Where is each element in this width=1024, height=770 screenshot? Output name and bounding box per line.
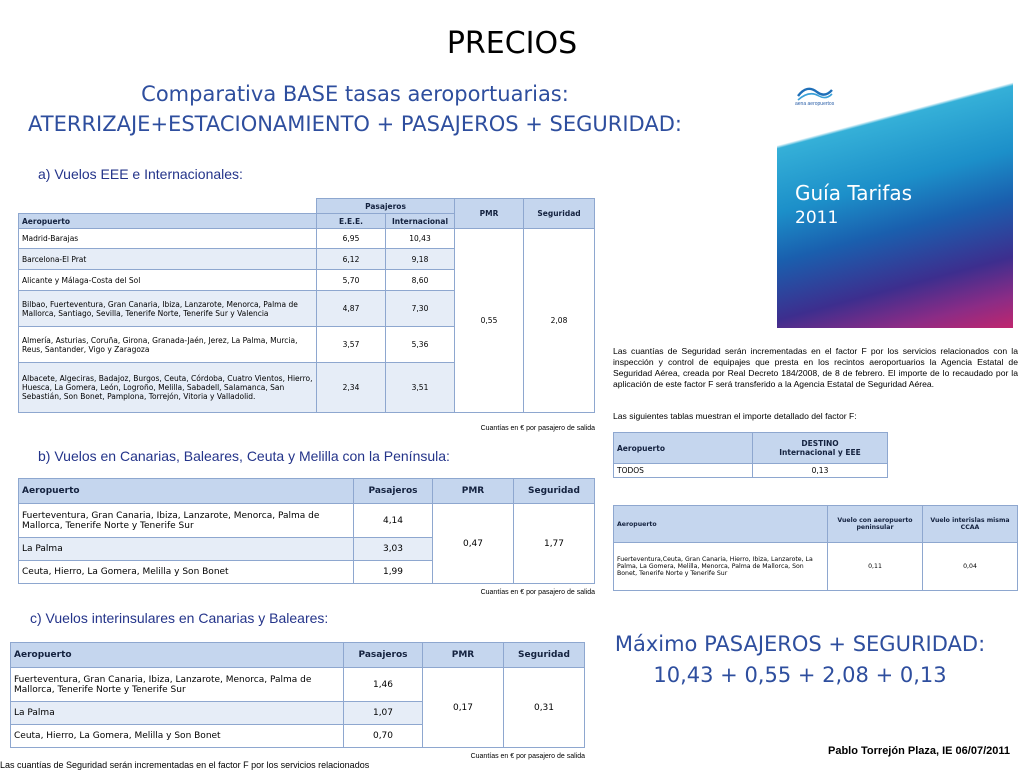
table-factor-f-canarias [613,505,1018,591]
airport-cell: La Palma [11,702,344,725]
header-eee: E.E.E. [317,214,386,229]
airport-cell: Albacete, Algeciras, Badajoz, Burgos, Ceuta, Córdoba, Cuatro Vientos, Hierro, Huesca, La Gomera, León, Logroño, Melilla, Sabadell, Salamanca, San Sebastián, Son Bonet, Pamplona, Torrejón, Vitoria y Valladolid. [19,363,317,413]
footer-author: Pablo Torrejón Plaza, IE 06/07/2011 [828,745,1010,757]
eee-cell: 6,95 [317,229,386,249]
int-cell: 5,36 [386,327,455,363]
airport-cell: TODOS [614,464,753,478]
table-interinsulares [10,642,585,748]
pasajeros-cell: 1,99 [354,561,433,584]
subtitle-line-1: Comparativa BASE tasas aeroportuarias: [141,82,569,106]
pasajeros-cell: 0,70 [344,725,423,748]
cover-title-line-2: 2011 [795,208,839,228]
int-cell: 8,60 [386,270,455,291]
empty-header-cell [19,199,317,214]
airport-cell: Almería, Asturias, Coruña, Girona, Granada-Jaén, Jerez, La Palma, Murcia, Reus, Santander, Vigo y Zaragoza [19,327,317,363]
table-row [614,543,1018,591]
eee-cell: 3,57 [317,327,386,363]
table-c-note: Cuantías en € por pasajero de salida [470,753,585,760]
eee-cell: 6,12 [317,249,386,270]
pmr-cell: 0,47 [433,504,514,584]
pmr-cell: 0,55 [455,229,524,413]
seguridad-cell: 0,31 [504,668,585,748]
header-pmr: PMR [455,199,524,229]
header-seguridad: Seguridad [514,479,595,504]
table-factor-f-destino [613,432,888,478]
header-internacional: Internacional [386,214,455,229]
max-line-1: Máximo PASAJEROS + SEGURIDAD: [614,632,986,656]
pasajeros-cell: 1,07 [344,702,423,725]
header-destino [753,433,888,464]
header-destino-line-1: DESTINO [801,439,839,448]
header-aeropuerto: Aeropuerto [19,479,354,504]
seguridad-cell: 1,77 [514,504,595,584]
pmr-cell: 0,17 [423,668,504,748]
airport-cell: Barcelona-El Prat [19,249,317,270]
airport-cell: La Palma [19,538,354,561]
int-cell: 9,18 [386,249,455,270]
eee-cell: 5,70 [317,270,386,291]
airport-cell: Ceuta, Hierro, La Gomera, Melilla y Son Bonet [11,725,344,748]
guia-tarifas-cover [777,68,1013,328]
table-a-note: Cuantías en € por pasajero de salida [480,425,595,432]
header-aeropuerto: Aeropuerto [614,506,828,543]
table-row [614,464,888,478]
header-aeropuerto: Aeropuerto [614,433,753,464]
seguridad-paragraph: Las cuantías de Seguridad serán incrementadas en el factor F por los servicios relacionados con la inspección y control de equipajes que presta en los recintos aeroportuarios la Agencia Estatal de Seguridad Aérea, creada por Real Decreto 184/2008, de 8 de febrero. El importe de lo recaudado por la aplicación de este factor F será transferido a la Agencia Estatal de Seguridad Aérea. [613,346,1018,389]
max-line-2: 10,43 + 0,55 + 2,08 + 0,13 [653,663,947,687]
int-cell: 10,43 [386,229,455,249]
table-b-note: Cuantías en € por pasajero de salida [480,589,595,596]
header-pasajeros: Pasajeros [317,199,455,214]
airport-cell: Madrid-Barajas [19,229,317,249]
airport-cell: Alicante y Málaga-Costa del Sol [19,270,317,291]
header-destino-line-2: Internacional y EEE [779,448,861,457]
subtitle-line-2: ATERRIZAJE+ESTACIONAMIENTO + PASAJEROS + SEGURIDAD: [28,112,682,136]
cover-brand: aena aeropuertos [795,101,835,107]
header-vuelo-interislas: Vuelo interislas misma CCAA [923,506,1018,543]
pasajeros-cell: 4,14 [354,504,433,538]
seguridad-cell: 2,08 [524,229,595,413]
header-aeropuerto: Aeropuerto [19,214,317,229]
header-pmr: PMR [433,479,514,504]
section-b-heading: b) Vuelos en Canarias, Baleares, Ceuta y Melilla con la Península: [38,448,450,464]
table-row [19,229,595,249]
pasajeros-cell: 3,03 [354,538,433,561]
cut-off-text: Las cuantías de Seguridad serán incrementadas en el factor F por los servicios relacionados [0,760,370,770]
table-eee-internacional [18,198,595,413]
section-c-heading: c) Vuelos interinsulares en Canarias y Baleares: [30,610,329,626]
header-pasajeros: Pasajeros [344,643,423,668]
section-a-heading: a) Vuelos EEE e Internacionales: [38,166,243,182]
pasajeros-cell: 1,46 [344,668,423,702]
airport-cell: Bilbao, Fuerteventura, Gran Canaria, Ibiza, Lanzarote, Menorca, Palma de Mallorca, Santiago, Sevilla, Tenerife Norte, Tenerife Sur y Valencia [19,291,317,327]
airport-cell: Ceuta, Hierro, La Gomera, Melilla y Son Bonet [19,561,354,584]
header-seguridad: Seguridad [524,199,595,229]
value-cell: 0,13 [753,464,888,478]
table-canarias-peninsula [18,478,595,584]
eee-cell: 4,87 [317,291,386,327]
airport-cell: Fuerteventura, Gran Canaria, Ibiza, Lanzarote, Menorca, Palma de Mallorca, Tenerife Norte y Tenerife Sur [19,504,354,538]
header-pasajeros: Pasajeros [354,479,433,504]
table-row [11,668,585,702]
factor-f-intro: Las siguientes tablas muestran el importe detallado del factor F: [613,411,857,421]
header-vuelo-peninsular: Vuelo con aeropuerto peninsular [828,506,923,543]
airport-cell: Fuerteventura,Ceuta, Gran Canaria, Hierro, Ibiza, Lanzarote, La Palma, La Gomera, Melilla, Menorca, Palma de Mallorca, Son Bonet, Tenerife Norte y Tenerife Sur [614,543,828,591]
airport-cell: Fuerteventura, Gran Canaria, Ibiza, Lanzarote, Menorca, Palma de Mallorca, Tenerife Norte y Tenerife Sur [11,668,344,702]
header-aeropuerto: Aeropuerto [11,643,344,668]
value-cell: 0,04 [923,543,1018,591]
cover-title-line-1: Guía Tarifas [795,181,913,205]
table-row [19,504,595,538]
int-cell: 7,30 [386,291,455,327]
eee-cell: 2,34 [317,363,386,413]
header-pmr: PMR [423,643,504,668]
int-cell: 3,51 [386,363,455,413]
header-seguridad: Seguridad [504,643,585,668]
slide-title: PRECIOS [446,26,578,61]
value-cell: 0,11 [828,543,923,591]
